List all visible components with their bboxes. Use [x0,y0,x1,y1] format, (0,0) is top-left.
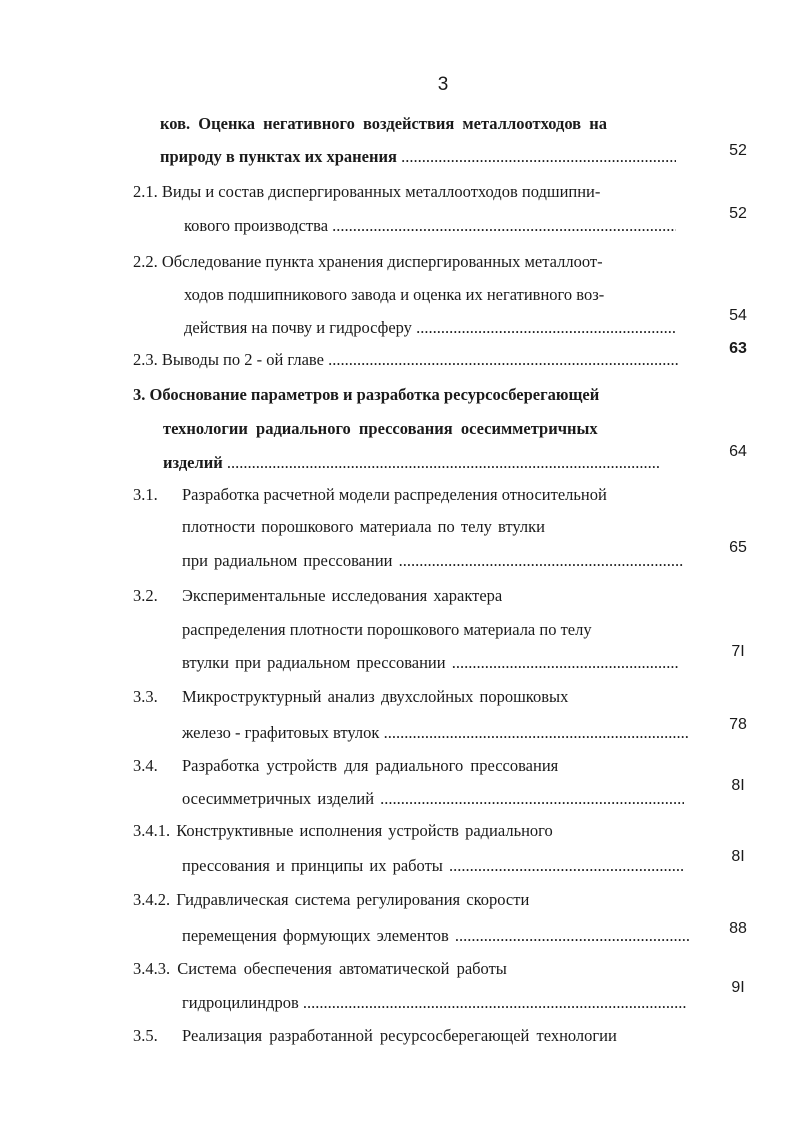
toc-line: ков. Оценка негативного воздействия металлоотходов на [160,114,607,133]
toc-section-number: 3.3. [133,687,158,706]
toc-line: 2.3. Выводы по 2 - ой главе ..... [133,349,678,371]
toc-line: 2.1. Виды и состав диспергированных металлоотходов подшипни- [133,182,601,201]
toc-page-number: 8I [731,848,745,865]
toc-page-number: 8I [731,777,745,794]
toc-line: изделий ..... [163,452,661,474]
toc-line: плотности порошкового материала по телу втулки [182,517,545,536]
toc-line: 2.2. Обследование пункта хранения диспергированных металлоот- [133,252,603,271]
page-number: 3 [437,74,449,95]
toc-line: действия на почву и гидросферу ..... [184,317,676,339]
toc-line: технологии радиального прессования осесимметричных [163,419,598,438]
toc-line: Разработка расчетной модели распределения относительной [182,485,607,504]
toc-line: втулки при радиальном прессовании ..... [182,652,678,674]
toc-line: распределения плотности порошкового материала по телу [182,620,592,639]
toc-page-number: 54 [729,307,747,324]
toc-section-number: 3.4. [133,756,158,775]
toc-line: 3.4.3. Система обеспечения автоматической работы [133,959,507,978]
toc-page-number: 88 [729,920,747,937]
toc-line: прессования и принципы их работы ..... [182,855,684,877]
toc-line: кового производства ..... [184,215,676,237]
toc-line: ходов подшипникового завода и оценка их негативного воз- [184,285,605,304]
toc-line: при радиальном прессовании ..... [182,550,684,572]
toc-line: 3. Обоснование параметров и разработка ресурсосберегающей [133,385,600,404]
toc-line: Реализация разработанной ресурсосберегающей технологии [182,1026,617,1045]
toc-page-number: 64 [729,443,747,460]
toc-line: перемещения формующих элементов ..... [182,925,690,947]
toc-line: железо - графитовых втулок ..... [182,722,688,744]
toc-page-number: 63 [729,340,747,357]
toc-page-number: 7I [731,643,745,660]
toc-page-number: 52 [729,205,747,222]
toc-line: гидроцилиндров ..... [182,992,686,1014]
toc-section-number: 3.2. [133,586,158,605]
toc-line: 3.4.1. Конструктивные исполнения устройств радиального [133,821,553,840]
toc-page-number: 78 [729,716,747,733]
toc-section-number: 3.5. [133,1026,158,1045]
toc-line: Экспериментальные исследования характера [182,586,503,605]
toc-line: Разработка устройств для радиального прессования [182,756,559,775]
toc-line: осесимметричных изделий ..... [182,788,684,810]
toc-page-number: 9I [731,979,745,996]
toc-line: 3.4.2. Гидравлическая система регулирования скорости [133,890,530,909]
toc-section-number: 3.1. [133,485,158,504]
toc-page-number: 65 [729,539,747,556]
toc-page-number: 52 [729,142,747,159]
toc-line: природу в пунктах их хранения ..... [160,146,676,168]
toc-line: Микроструктурный анализ двухслойных порошковых [182,687,569,706]
